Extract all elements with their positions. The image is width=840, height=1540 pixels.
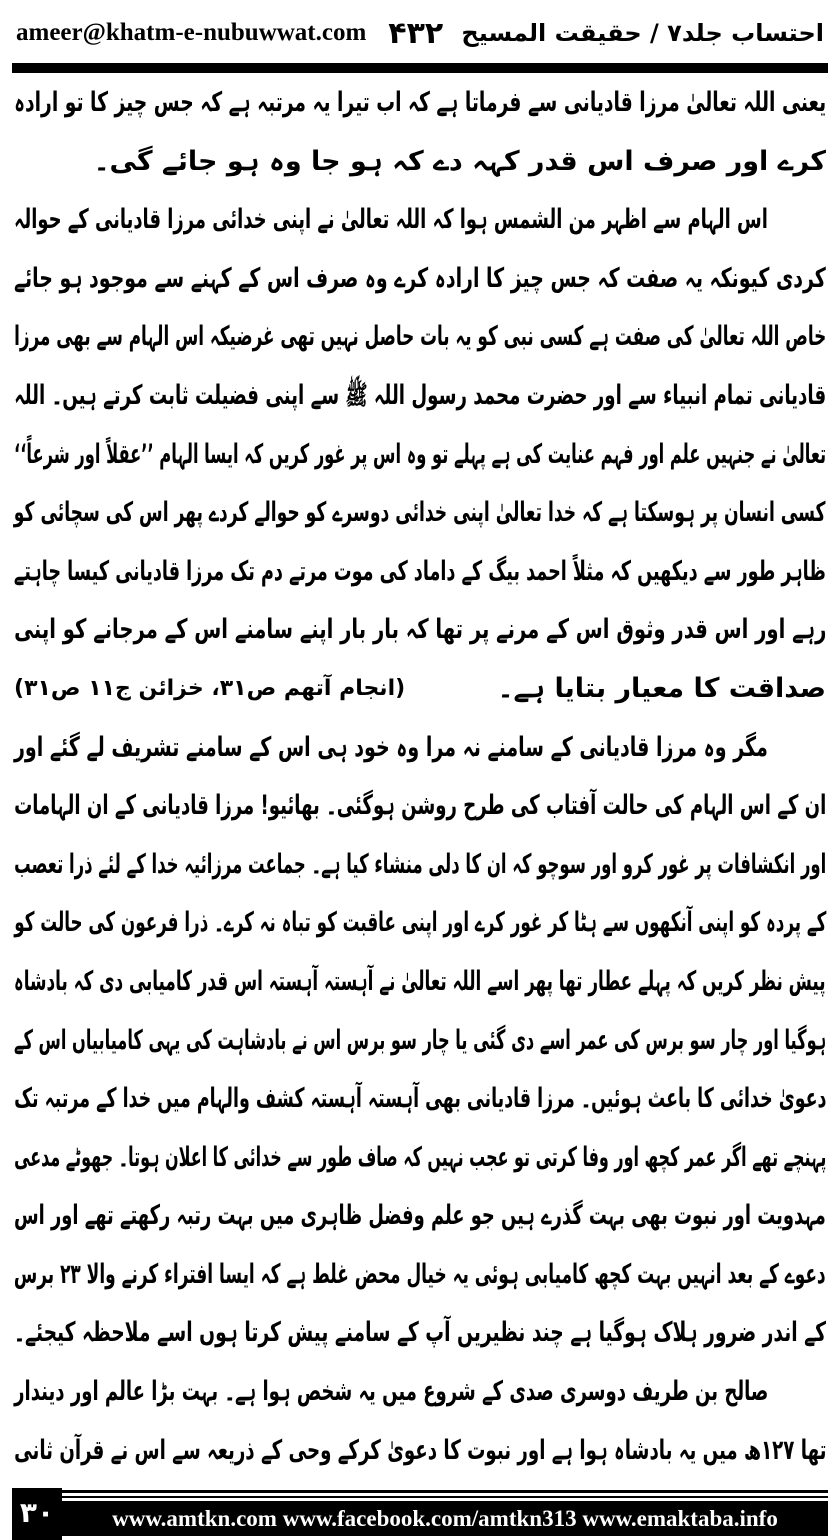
text-line xyxy=(14,1246,826,1305)
text-line xyxy=(14,660,826,719)
text-line-content: مگر وہ مرزا قادیانی کے سامنے نہ مرا وہ خود ہی اس کے سامنے تشریف لے گئے اور xyxy=(14,731,768,763)
header-book-title: احتساب جلد۷ / حقیقت المسیح xyxy=(461,19,824,47)
footer-page-number: ۳۰ xyxy=(12,1488,62,1540)
text-line-content: رہے اور اس قدر وثوق اس کے مرنے پر تھا کہ بار بار اپنے سامنے اس کے مرجانے کو اپنی xyxy=(13,614,826,646)
text-line xyxy=(14,1012,826,1071)
text-line xyxy=(14,1187,826,1246)
text-line-content: خاص اللہ تعالیٰ کی صفت ہے کسی نبی کو یہ بات حاصل نہیں تھی غرضیکہ اس الہام سے بھی مرزا xyxy=(13,321,826,353)
document-body xyxy=(14,74,826,1480)
text-line xyxy=(14,191,826,250)
text-line-content: تھا ۱۲۷ھ میں یہ بادشاہ ہوا ہے اور نبوت کا دعویٰ کرکے وحی کے ذریعہ سے اس نے قرآن ثانی xyxy=(13,1434,826,1466)
footer-urls: www.amtkn.com www.facebook.com/amtkn313 www.emaktaba.info xyxy=(62,1501,828,1536)
footer-divider xyxy=(62,1496,828,1498)
header-divider xyxy=(12,63,828,73)
text-line xyxy=(14,1129,826,1188)
text-line xyxy=(14,1363,826,1422)
text-line-content: یعنی اللہ تعالیٰ مرزا قادیانی سے فرماتا ہے کہ اب تیرا یہ مرتبہ ہے کہ جس چیز کا تو ارادہ xyxy=(13,87,826,118)
text-line-content: اس الہام سے اظہر من الشمس ہوا کہ اللہ تعالیٰ نے اپنی خدائی مرزا قادیانی کے حوالہ xyxy=(14,204,768,236)
text-line xyxy=(14,601,826,660)
text-line-content: ان کے اس الہام کی حالت آفتاب کی طرح روشن ہوگئی۔ بھائیو! مرزا قادیانی کے ان الہامات xyxy=(13,790,826,822)
text-line-content: پیش نظر کریں کہ پہلے عطار تھا پھر اسے اللہ تعالیٰ نے آہستہ آہستہ اس قدر کامیابی دی کہ بادشاہ xyxy=(14,965,826,997)
text-line xyxy=(14,777,826,836)
text-line-content: کرے اور صرف اس قدر کہہ دے کہ ہو جا وہ ہو جائے گی۔ xyxy=(93,145,826,177)
text-line-content: کسی انسان پر ہوسکتا ہے کہ خدا تعالیٰ اپنی خدائی دوسرے کو حوالے کردے پھر اس کی سچائی کو xyxy=(14,497,826,529)
footer-divider xyxy=(62,1490,828,1493)
text-line xyxy=(14,1070,826,1129)
text-line xyxy=(14,953,826,1012)
text-line-content: پہنچے تھے اگر عمر کچھ اور وفا کرتی تو عجب نہیں کہ صاف طور سے خدائی کا اعلان ہوتا۔ جھوٹے مدعی xyxy=(13,1141,826,1173)
header-page-number: ۴۳۲ xyxy=(388,15,444,51)
text-line xyxy=(14,250,826,309)
text-line-content: کردی کیونکہ یہ صفت کہ جس چیز کا ارادہ کرے وہ صرف اس کے کہنے سے موجود ہو جائے xyxy=(14,262,826,294)
text-line xyxy=(14,719,826,778)
text-line-content: مہدویت اور نبوت بھی بہت گذرے ہیں جو علم وفضل ظاہری میں بہت رتبہ رکھتے تھے اور اس xyxy=(14,1200,826,1232)
text-line xyxy=(14,484,826,543)
header-email: ameer@khatm-e-nubuwwat.com xyxy=(16,19,367,46)
text-line xyxy=(14,894,826,953)
text-line-content: دعویٰ خدائی کا باعث ہوئیں۔ مرزا قادیانی بھی آہستہ آہستہ کشف والہام میں خدا کے مرتبہ تک xyxy=(13,1083,826,1115)
text-line-content: صالح بن طریف دوسری صدی کے شروع میں یہ شخص ہوا ہے۔ بہت بڑا عالم اور دیندار xyxy=(13,1376,768,1408)
text-line xyxy=(14,133,826,192)
citation: (انجام آتھم ص۳۱، خزائن ج۱۱ ص۳۱) xyxy=(14,675,406,701)
text-line-content: ہوگیا اور چار سو برس کی عمر اسے دی گئی یا چار سو برس اس نے بادشاہت کی یہی کامیابیاں اس کے xyxy=(13,1024,826,1056)
text-line-content: اور انکشافات پر غور کرو اور سوچو کہ ان کا دلی منشاء کیا ہے۔ جماعت مرزائیہ خدا کے لئے ذرا تعصب xyxy=(13,848,826,880)
text-line-content: قادیانی تمام انبیاء سے اور حضرت محمد رسول اللہ ﷺ سے اپنی فضیلت ثابت کرتے ہیں۔ اللہ xyxy=(13,379,826,411)
text-line xyxy=(14,367,826,426)
text-line-content: صداقت کا معیار بتایا ہے۔ xyxy=(497,672,826,704)
text-line xyxy=(14,308,826,367)
text-line-content: دعوے کے بعد انہیں بہت کچھ کامیابی ہوئی یہ خیال محض غلط ہے کہ ایسا افتراء کرنے والا ۲۳ برس xyxy=(14,1258,826,1290)
text-line xyxy=(14,543,826,602)
text-line xyxy=(14,1304,826,1363)
text-line-content: تعالیٰ نے جنہیں علم اور فہم عنایت کی ہے پہلے تو وہ اس پر غور کریں کہ ایسا الہام ’’عقلاً اور شرعاً‘‘ xyxy=(13,438,826,470)
text-line-content: کے پردہ کو اپنی آنکھوں سے ہٹا کر غور کرے اور اپنی عاقبت کو تباہ نہ کرے۔ ذرا فرعون کی حالت کو xyxy=(13,907,826,939)
text-line xyxy=(14,836,826,895)
text-line xyxy=(14,1422,826,1481)
text-line xyxy=(14,74,826,133)
text-line-content: کے اندر ضرور ہلاک ہوگیا ہے چند نظیریں آپ کے سامنے پیش کرتا ہوں اسے ملاحظہ کیجئے۔ xyxy=(14,1317,826,1349)
text-line xyxy=(14,426,826,485)
text-line-content: ظاہر طور سے دیکھیں کہ مثلاً احمد بیگ کے داماد کی موت مرتے دم تک مرزا قادیانی کیسا چاہتے xyxy=(14,555,826,587)
